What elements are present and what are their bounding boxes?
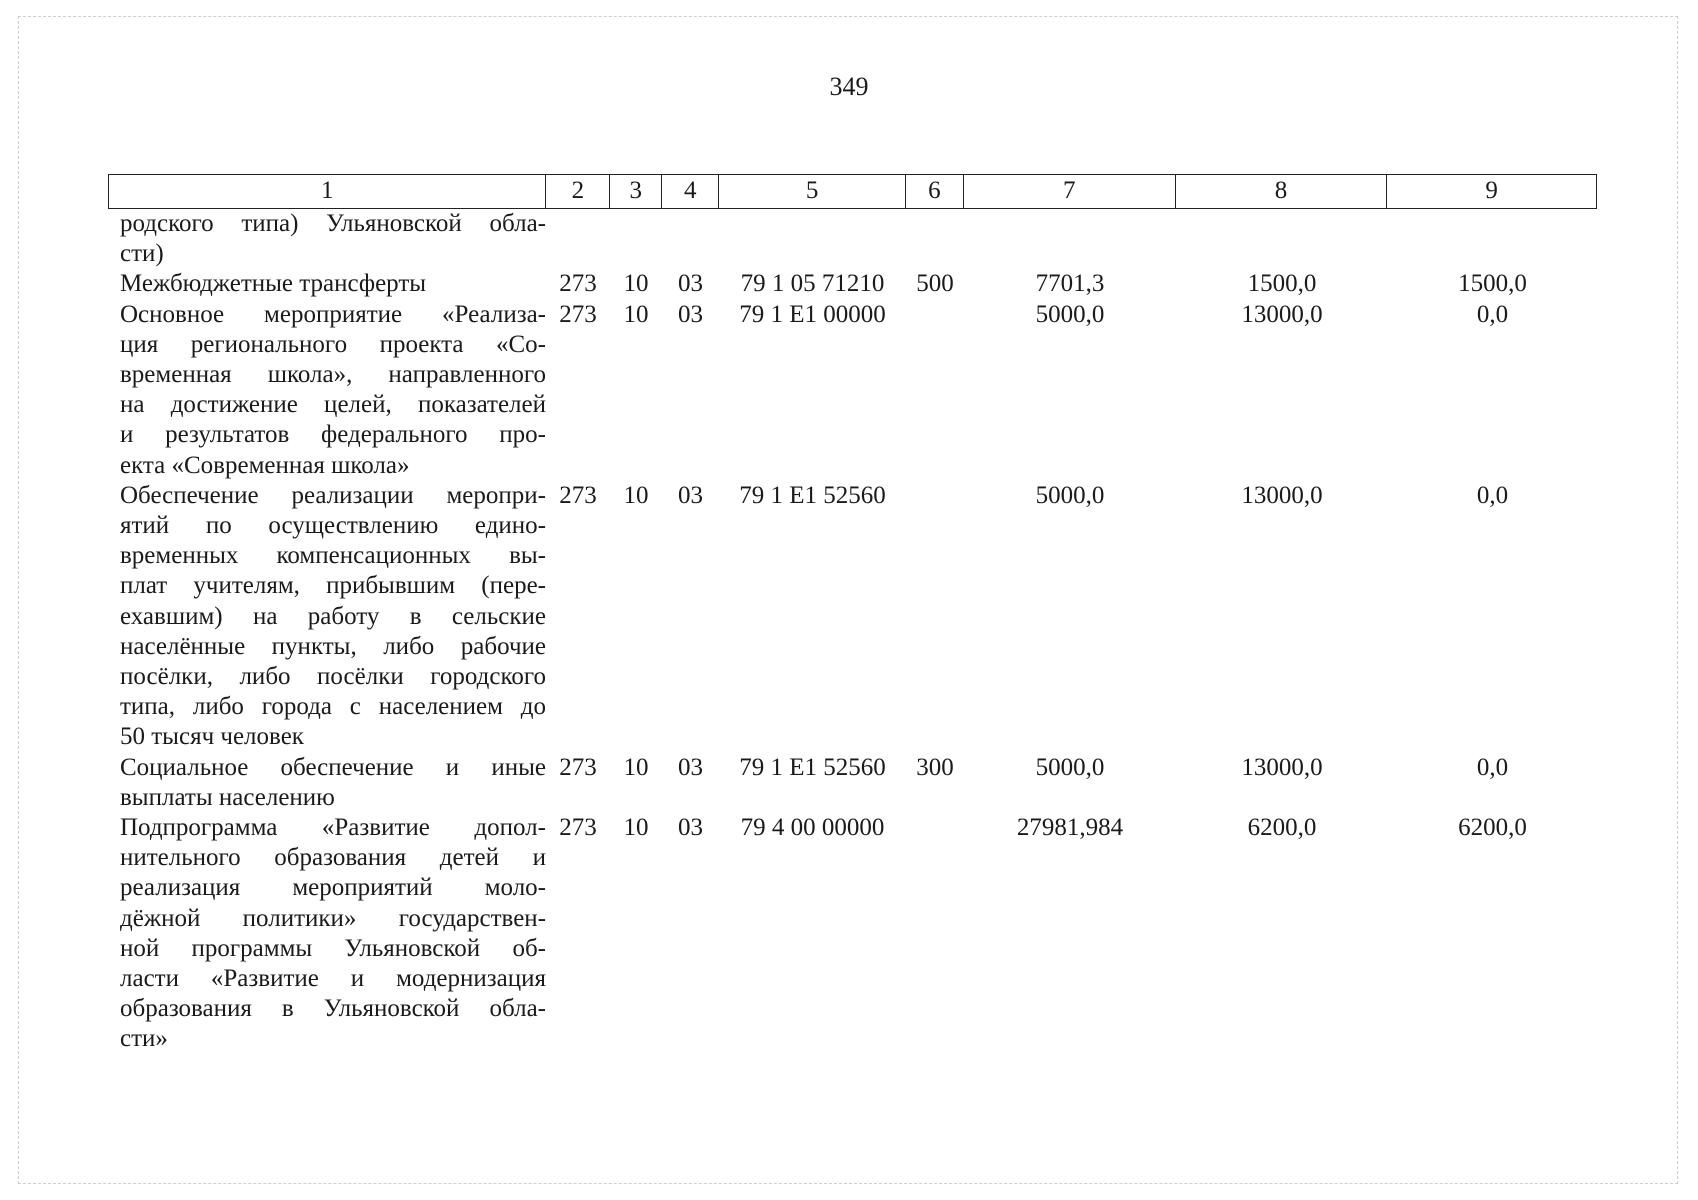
row-name-line: ной программы Ульяновской об-	[120, 934, 546, 962]
row-name	[120, 209, 546, 269]
cell-col-3: 10	[623, 814, 649, 841]
cell-col-6: 300	[916, 753, 954, 781]
cell-col-6: 500	[916, 270, 954, 298]
cell-col-5: 79 1 05 71210	[740, 270, 885, 298]
cell-col-4: 03	[678, 270, 703, 298]
cell-col-4: 03	[678, 753, 703, 781]
cell-col-2: 273	[559, 270, 597, 298]
table-row	[108, 209, 1597, 269]
cell-col-8: 13000,0	[1241, 300, 1323, 328]
row-name-line: Основное мероприятие «Реализа-	[120, 300, 546, 328]
cell-col-5: 79 1 E1 52560	[739, 753, 886, 781]
row-name-line: Социальное обеспечение и иные	[120, 753, 546, 781]
cell-col-8: 13000,0	[1241, 753, 1323, 781]
row-name	[120, 481, 546, 753]
row-name-line: типа, либо города с населением до	[120, 693, 546, 721]
cell-col-4: 03	[678, 300, 703, 328]
cell-col-8: 1500,0	[1247, 270, 1317, 298]
row-name-line: дёжной политики» государствен-	[120, 904, 546, 932]
cell-col-9: 6200,0	[1458, 814, 1527, 841]
row-name-line: нительного образования детей и	[120, 844, 546, 872]
cell-col-5: 79 4 00 00000	[740, 814, 885, 841]
row-name-line: выплаты населению	[120, 783, 335, 811]
row-name-line: плат учителям, прибывшим (пере-	[120, 572, 546, 600]
cell-col-3: 10	[623, 300, 649, 328]
header-col-6: 6	[906, 175, 964, 208]
row-name-line: образования в Ульяновской обла-	[120, 995, 546, 1023]
cell-col-3: 10	[623, 481, 649, 509]
cell-col-3: 10	[623, 753, 649, 781]
row-name-line: и результатов федерального про-	[120, 421, 546, 449]
header-col-5: 5	[719, 175, 906, 208]
row-name-line: населённые пункты, либо рабочие	[120, 632, 546, 660]
row-name-line: Межбюджетные трансферты	[120, 270, 427, 298]
row-name-line: на достижение целей, показателей	[120, 391, 546, 419]
cell-col-7: 5000,0	[1035, 753, 1105, 781]
cell-col-3: 10	[623, 270, 649, 298]
header-col-8: 8	[1176, 175, 1388, 208]
row-name-line: екта «Современная школа»	[120, 451, 410, 479]
cell-col-4: 03	[678, 814, 703, 841]
cell-col-9: 0,0	[1476, 481, 1509, 509]
table-row	[108, 753, 1597, 813]
header-col-9: 9	[1485, 177, 1498, 204]
row-name-line: посёлки, либо посёлки городского	[120, 662, 546, 690]
table-row	[108, 300, 1597, 481]
row-name-line: Обеспечение реализации меропри-	[120, 481, 546, 509]
row-name-line: временная школа», направленного	[120, 360, 546, 388]
cell-col-5: 79 1 E1 52560	[739, 481, 886, 509]
row-name-line: временных компенсационных вы-	[120, 542, 546, 570]
cell-col-7: 7701,3	[1035, 270, 1105, 298]
cell-col-7: 5000,0	[1035, 481, 1105, 509]
cell-col-8: 13000,0	[1241, 481, 1323, 509]
row-name-line: сти)	[120, 240, 164, 268]
table-row	[108, 813, 1597, 1055]
cell-col-4: 03	[678, 481, 703, 509]
row-name-line: ция регионального проекта «Со-	[120, 330, 546, 358]
cell-col-2: 273	[559, 753, 597, 781]
row-name-line: сти»	[120, 1025, 168, 1053]
row-name-line: ласти «Развитие и модернизация	[120, 964, 546, 992]
cell-col-2: 273	[559, 300, 597, 328]
row-name-line: ятий по осуществлению едино-	[120, 511, 546, 539]
header-col-1: 1	[109, 175, 546, 208]
cell-col-5: 79 1 E1 00000	[739, 300, 886, 328]
cell-col-8: 6200,0	[1247, 814, 1317, 841]
table-header-row	[108, 174, 1597, 209]
row-name-line: Подпрограмма «Развитие допол-	[120, 814, 546, 841]
header-col-7: 7	[964, 175, 1176, 208]
header-col-4: 4	[662, 175, 719, 208]
cell-col-7: 27981,984	[1016, 814, 1124, 841]
cell-col-7: 5000,0	[1035, 300, 1105, 328]
row-name-line: 50 тысяч человек	[120, 723, 304, 751]
row-name	[120, 813, 546, 1055]
cell-col-9: 0,0	[1476, 753, 1509, 781]
cell-col-2: 273	[559, 481, 597, 509]
cell-col-2: 273	[559, 814, 597, 841]
table-row	[108, 269, 1597, 299]
header-col-3: 3	[610, 175, 662, 208]
row-name	[120, 269, 546, 299]
cell-col-9: 0,0	[1476, 300, 1509, 328]
row-name-line: реализация мероприятий моло-	[120, 874, 546, 902]
table-row	[108, 481, 1597, 753]
cell-col-9: 1500,0	[1458, 270, 1527, 298]
row-name	[120, 300, 546, 481]
row-name-line: родского типа) Ульяновской обла-	[120, 210, 546, 237]
page-number: 349	[829, 72, 869, 101]
row-name-line: ехавшим) на работу в сельские	[120, 602, 546, 630]
row-name	[120, 753, 546, 813]
header-col-2: 2	[546, 175, 610, 208]
